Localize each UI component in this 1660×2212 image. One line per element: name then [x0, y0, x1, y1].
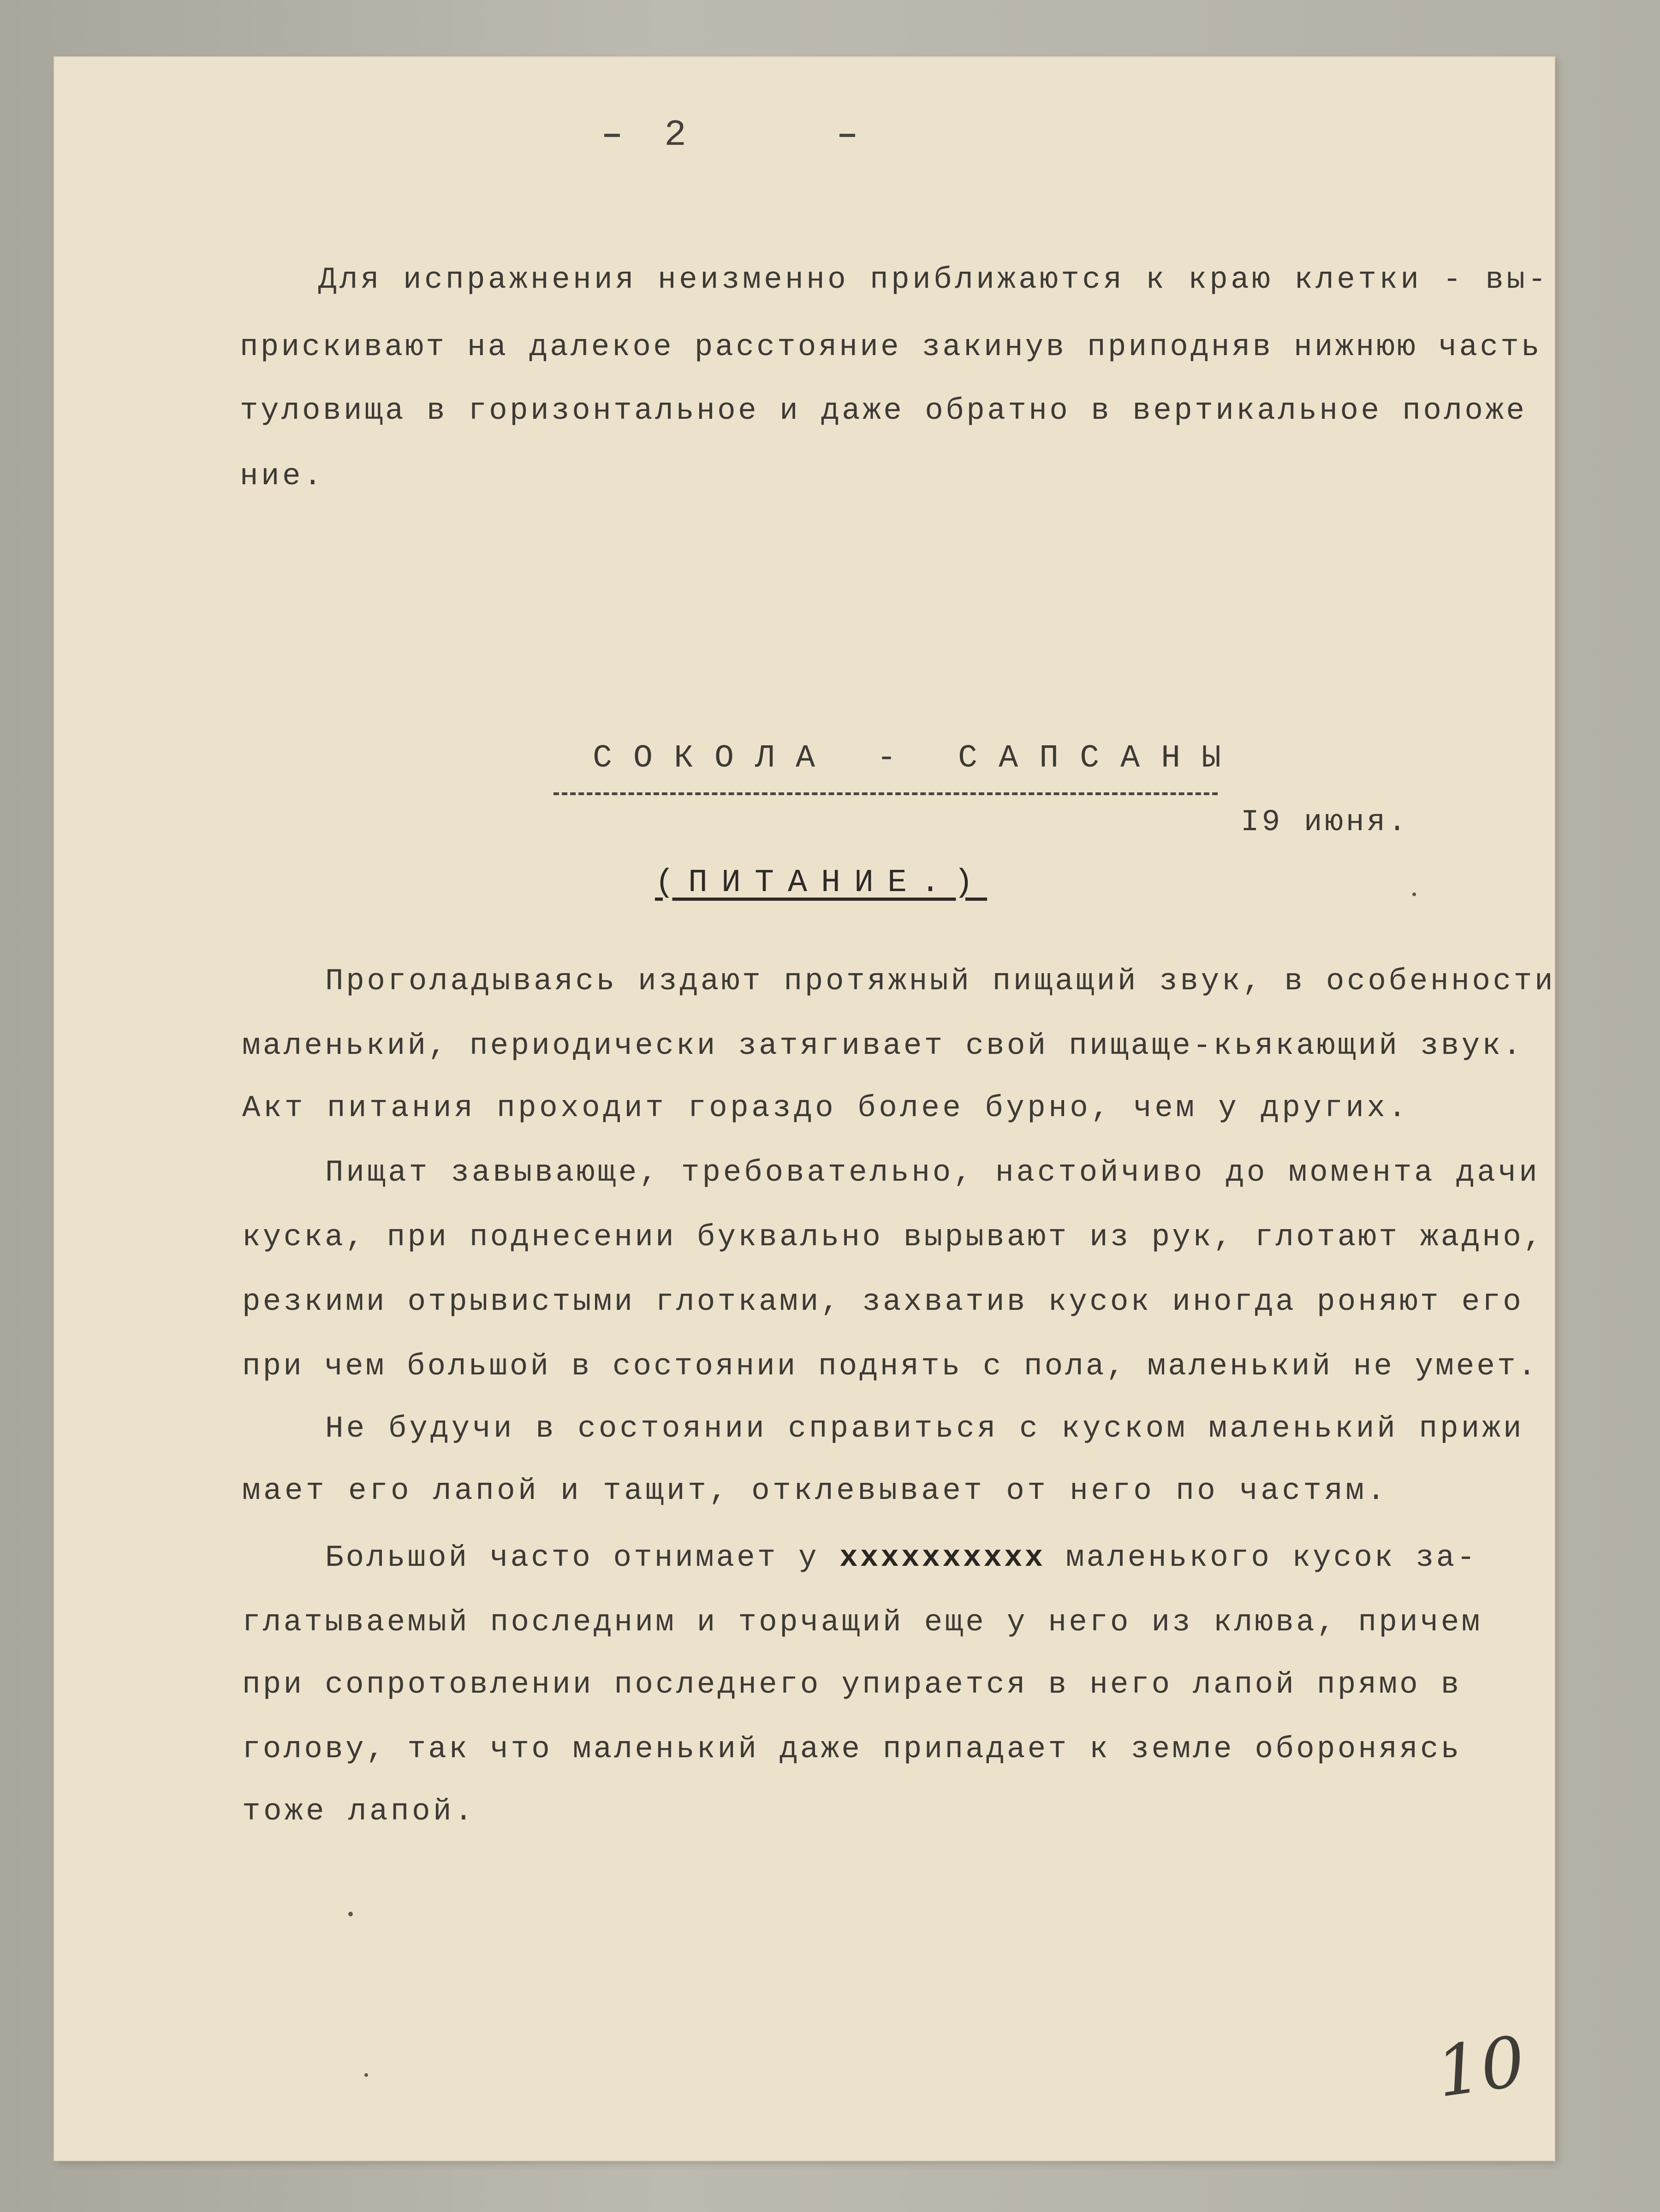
p3-line-2: мает его лапой и тащит, отклевывает от него по частям.	[242, 1474, 1388, 1508]
intro-line-4: ние.	[240, 459, 325, 494]
ink-speck	[1412, 892, 1416, 896]
ink-speck	[348, 1912, 353, 1916]
page-number-dash-right	[839, 134, 855, 137]
page-number-dash-left	[604, 134, 620, 137]
p3-line-1: Не будучи в состоянии справиться с куском маленький прижи	[325, 1411, 1524, 1446]
title-underline	[553, 792, 1218, 795]
p1-line-3: Акт питания проходит гораздо более бурно, чем у других.	[242, 1091, 1410, 1125]
ink-speck	[364, 2073, 368, 2077]
p4-line-1-start: Большой часто отнимает у	[325, 1540, 840, 1575]
p4-line-1-end: маленького кусок за-	[1045, 1540, 1477, 1575]
p4-line-1	[325, 1540, 1477, 1575]
entry-date: I9 июня.	[1241, 805, 1409, 839]
intro-line-1: Для испражнения неизменно приближаются к краю клетки - вы-	[318, 262, 1549, 297]
handwritten-folio-number: 10	[1431, 2021, 1530, 2113]
page-number: 2	[664, 114, 687, 156]
section-title: СОКОЛА - САПСАНЫ	[593, 740, 1243, 777]
struck-out-typing: хххххххххх	[839, 1540, 1046, 1575]
intro-line-2: прискивают на далекое расстояние закинув приподняв нижнюю часть	[240, 330, 1542, 364]
p2-line-1: Пищат завывающе, требовательно, настойчиво до момента дачи	[325, 1155, 1540, 1190]
intro-line-3: туловища в горизонтальное и даже обратно в вертикальное положе	[240, 393, 1527, 428]
p4-line-3: при сопротовлении последнего упирается в него лапой прямо в	[242, 1667, 1462, 1702]
p1-line-1: Проголадываясь издают протяжный пищащий звук, в особенности	[325, 964, 1556, 999]
p2-line-4: при чем большой в состоянии поднять с пола, маленький не умеет.	[242, 1349, 1539, 1384]
p2-line-2: куска, при поднесении буквально вырывают из рук, глотают жадно,	[242, 1220, 1544, 1255]
subheading: (ПИТАНИЕ.)	[655, 865, 988, 901]
p4-line-2: глатываемый последним и торчащий еще у него из клюва, причем	[242, 1605, 1482, 1640]
p2-line-3: резкими отрывистыми глотками, захватив кусок иногда роняют его	[242, 1284, 1523, 1319]
p4-line-5: тоже лапой.	[242, 1794, 476, 1829]
p4-line-4: голову, так что маленький даже припадает к земле обороняясь	[242, 1732, 1462, 1766]
p1-line-2: маленький, периодически затягивает свой пищаще-кьякающий звук.	[242, 1029, 1523, 1063]
